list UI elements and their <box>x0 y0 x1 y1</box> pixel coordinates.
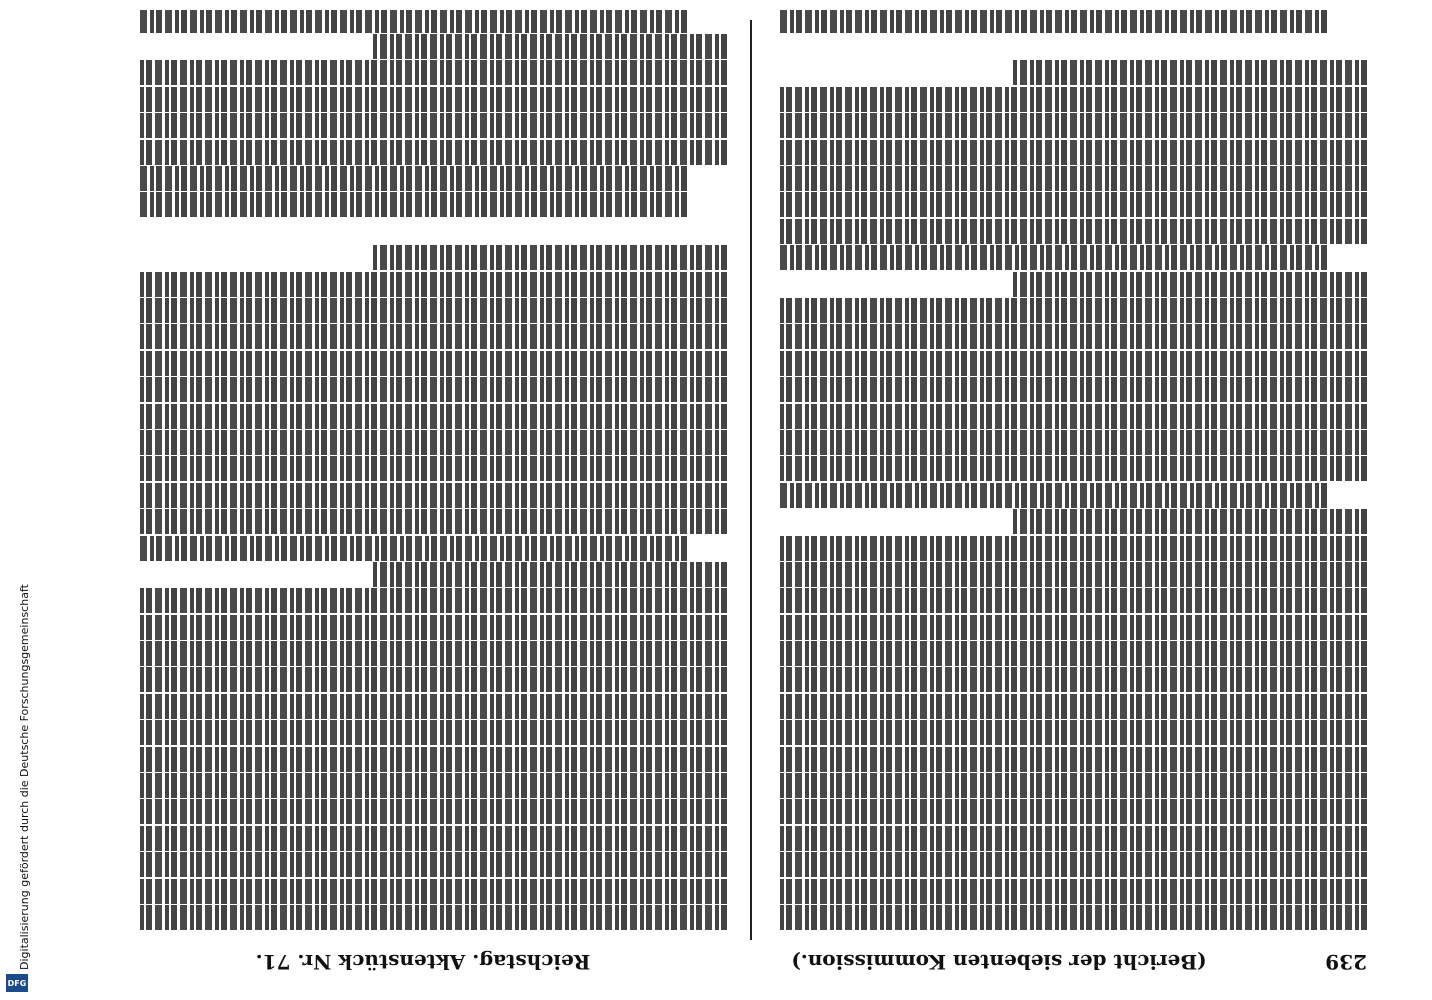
text-line <box>1013 61 1367 86</box>
text-line <box>1013 272 1367 297</box>
text-line <box>777 720 1367 745</box>
text-line <box>137 377 727 402</box>
text-line <box>137 113 727 138</box>
text-line <box>777 694 1367 719</box>
text-line <box>137 720 727 745</box>
text-line <box>137 826 727 851</box>
text-line <box>777 113 1367 138</box>
text-line <box>137 509 727 534</box>
text-line <box>777 799 1367 824</box>
text-line <box>137 219 727 244</box>
digitization-note <box>6 0 30 1000</box>
text-line <box>777 852 1367 877</box>
page-header <box>135 942 1367 982</box>
text-line <box>777 667 1367 692</box>
text-line <box>777 905 1367 930</box>
text-line <box>137 905 727 930</box>
text-line <box>777 747 1367 772</box>
text-line <box>137 298 727 323</box>
text-line <box>137 536 687 561</box>
text-line <box>777 430 1367 455</box>
text-line <box>137 615 727 640</box>
text-line <box>777 87 1367 112</box>
text-line <box>777 879 1367 904</box>
dfg-logo-icon: DFG <box>6 974 28 992</box>
text-line <box>777 219 1367 244</box>
header-right-title: (Bericht der siebenten Kommission.) <box>791 950 1207 974</box>
text-line <box>777 536 1367 561</box>
text-line <box>137 694 727 719</box>
digitization-note-text: Digitalisierung gefördert durch die Deutsche Forschungsgemeinschaft <box>18 584 31 970</box>
text-line <box>777 140 1367 165</box>
text-line <box>137 456 727 481</box>
text-line <box>137 87 727 112</box>
column-divider <box>750 20 752 940</box>
text-line <box>137 747 727 772</box>
text-line <box>777 773 1367 798</box>
text-line <box>777 34 1367 59</box>
text-line <box>777 324 1367 349</box>
text-line <box>137 641 727 666</box>
text-line <box>373 34 727 59</box>
text-line <box>777 245 1327 270</box>
text-line <box>137 272 727 297</box>
text-line <box>137 852 727 877</box>
text-line <box>137 667 727 692</box>
text-line <box>777 298 1367 323</box>
text-line <box>137 404 727 429</box>
text-line <box>777 615 1367 640</box>
text-line <box>777 377 1367 402</box>
text-line <box>137 351 727 376</box>
text-line <box>373 245 727 270</box>
text-line <box>137 324 727 349</box>
text-line <box>373 562 727 587</box>
text-line <box>777 192 1367 217</box>
text-line <box>137 61 727 86</box>
text-line <box>777 166 1367 191</box>
text-line <box>137 192 687 217</box>
text-line <box>777 588 1367 613</box>
text-line <box>137 430 727 455</box>
text-line <box>137 140 727 165</box>
text-line <box>777 351 1367 376</box>
text-line <box>137 588 727 613</box>
text-column-right <box>137 10 727 930</box>
text-line <box>777 826 1367 851</box>
text-line <box>777 562 1367 587</box>
text-column-left <box>777 10 1367 930</box>
text-line <box>1013 509 1367 534</box>
text-line <box>137 773 727 798</box>
header-left-title: Reichstag. Aktenstück Nr. 71. <box>255 950 591 974</box>
text-line <box>777 641 1367 666</box>
text-line <box>137 166 687 191</box>
text-line <box>777 456 1367 481</box>
text-line <box>777 404 1367 429</box>
text-line <box>777 483 1327 508</box>
text-line <box>777 10 1327 33</box>
text-line <box>137 879 727 904</box>
text-line <box>137 10 687 33</box>
rotated-scan <box>95 0 1407 1000</box>
text-line <box>137 483 727 508</box>
text-line <box>137 799 727 824</box>
page-number: 239 <box>1325 950 1367 974</box>
